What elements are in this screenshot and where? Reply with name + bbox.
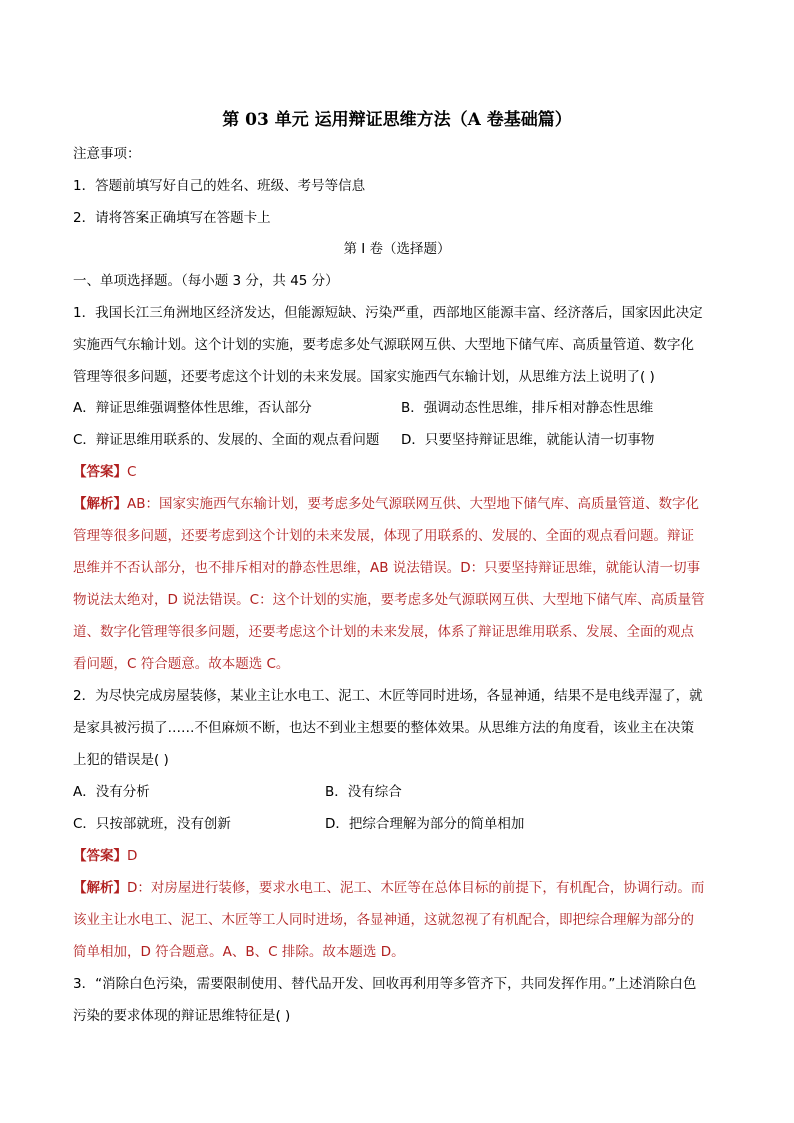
q2-answer	[73, 847, 723, 865]
q2-answer-value: D	[127, 848, 138, 864]
q3-stem-line-2: 污染的要求体现的辩证思维特征是( )	[73, 1008, 291, 1024]
q1-option-d[interactable]: D．只要坚持辩证思维，就能认清一切事物	[401, 432, 655, 448]
q1-analysis-line-5: 道、数字化管理等很多问题，还要考虑这个计划的未来发展，体系了辩证思维用联系、发展、全面的观点	[73, 624, 694, 640]
q1-analysis-text-1: AB：国家实施西气东输计划，要考虑多处气源联网互供、大型地下储气库、高质量管道、数字化	[127, 496, 699, 512]
notice-item-2: 2．请将答案正确填写在答题卡上	[73, 210, 271, 226]
q2-option-a[interactable]: A．没有分析	[73, 784, 150, 800]
q1-stem-line-1: 1．我国长江三角洲地区经济发达，但能源短缺、污染严重，西部地区能源丰富、经济落后，国家因此决定	[73, 305, 703, 321]
q2-stem-line-3: 上犯的错误是( )	[73, 752, 169, 768]
part-title: 一、单项选择题。（每小题 3 分，共 45 分）	[73, 273, 339, 289]
q1-analysis-line-1	[73, 495, 723, 513]
q1-option-a[interactable]: A．辩证思维强调整体性思维，否认部分	[73, 400, 312, 416]
q2-stem-line-1: 2．为尽快完成房屋装修，某业主让水电工、泥工、木匠等同时进场，各显神通，结果不是电线弄湿了，就	[73, 688, 703, 704]
notice-item-1: 1．答题前填写好自己的姓名、班级、考号等信息	[73, 178, 366, 194]
q1-analysis-line-4: 物说法太绝对，D 说法错误。C：这个计划的实施，要考虑多处气源联网互供、大型地下储气库、高质量管	[73, 592, 705, 608]
q2-analysis-text-1: D：对房屋进行装修，要求水电工、泥工、木匠等在总体目标的前提下，有机配合，协调行动。而	[127, 880, 705, 896]
q2-analysis-label: 【解析】	[73, 880, 127, 896]
q1-option-b[interactable]: B．强调动态性思维，排斥相对静态性思维	[401, 400, 654, 416]
q1-analysis-label: 【解析】	[73, 496, 127, 512]
q1-answer	[73, 463, 723, 481]
q2-option-b[interactable]: B．没有综合	[325, 784, 402, 800]
q1-analysis-line-3: 思维并不否认部分，也不排斥相对的静态性思维，AB 说法错误。D：只要坚持辩证思维，就能认清一切事	[73, 560, 701, 576]
q2-analysis-line-1	[73, 879, 723, 897]
q1-answer-value: C	[127, 464, 137, 480]
q2-option-d[interactable]: D．把综合理解为部分的简单相加	[325, 816, 525, 832]
q3-stem-line-1: 3．“消除白色污染，需要限制使用、替代品开发、回收再利用等多管齐下，共同发挥作用。”上述消除白色	[73, 976, 697, 992]
section-title: 第 I 卷（选择题）	[343, 241, 451, 257]
q2-answer-label: 【答案】	[73, 848, 127, 864]
notice-header: 注意事项：	[73, 146, 141, 162]
q1-stem-line-2: 实施西气东输计划。这个计划的实施，要考虑多处气源联网互供、大型地下储气库、高质量管道、数字化	[73, 337, 694, 353]
q1-option-c[interactable]: C．辩证思维用联系的、发展的、全面的观点看问题	[73, 432, 380, 448]
q1-analysis-line-6: 看问题，C 符合题意。故本题选 C。	[73, 656, 290, 672]
q2-stem-line-2: 是家具被污损了……不但麻烦不断，也达不到业主想要的整体效果。从思维方法的角度看，该业主在决策	[73, 720, 694, 736]
q2-analysis-line-2: 该业主让水电工、泥工、木匠等工人同时进场，各显神通，这就忽视了有机配合，即把综合理解为部分的	[73, 912, 694, 928]
q1-stem-line-3: 管理等很多问题，还要考虑这个计划的未来发展。国家实施西气东输计划，从思维方法上说明了( )	[73, 369, 655, 385]
q1-analysis-line-2: 管理等很多问题，还要考虑到这个计划的未来发展，体现了用联系的、发展的、全面的观点看问题。辩证	[73, 528, 694, 544]
q2-analysis-line-3: 简单相加，D 符合题意。A、B、C 排除。故本题选 D。	[73, 944, 405, 960]
q1-answer-label: 【答案】	[73, 464, 127, 480]
document-title: 第 03 单元 运用辩证思维方法（A 卷基础篇）	[222, 110, 572, 130]
q2-option-c[interactable]: C．只按部就班，没有创新	[73, 816, 231, 832]
